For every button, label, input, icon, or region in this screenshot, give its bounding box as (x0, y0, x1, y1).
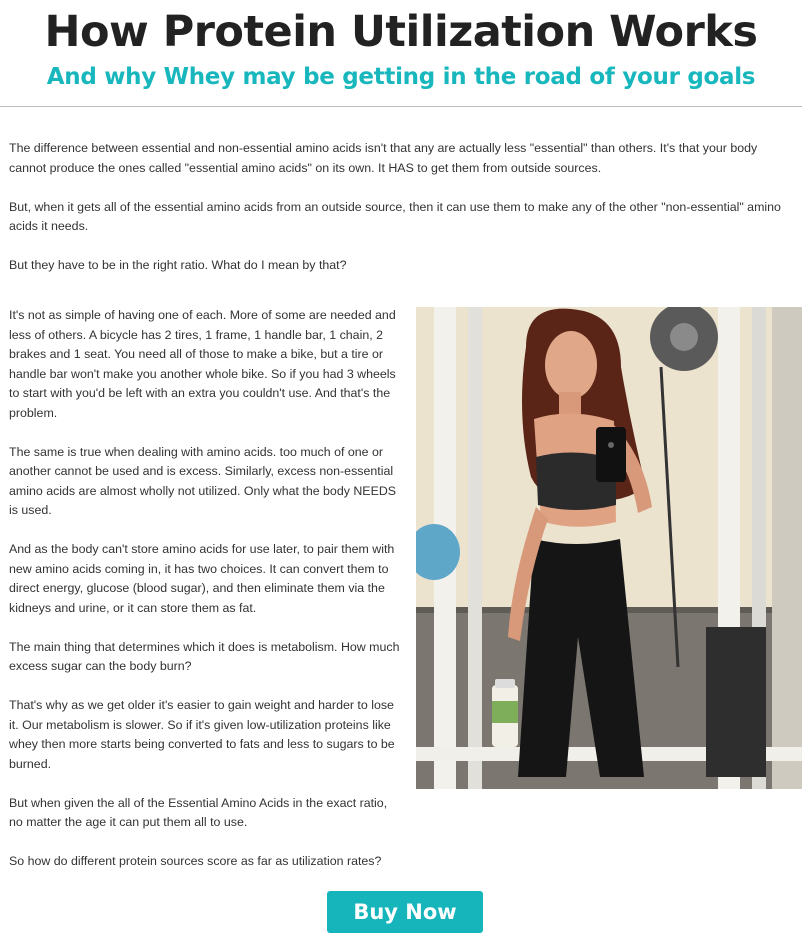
article-paragraph: The main thing that determines which it does is metabolism. How much excess sugar can the body burn? (9, 639, 400, 673)
page-subtitle: And why Whey may be getting in the road of your goals (46, 64, 756, 90)
intro-paragraph: The difference between essential and non-essential amino acids isn't that any are actually less "essential" than others. It's that your body cannot produce the ones called "essential amino acids" on its own. It HAS to get them from outside sources. (9, 141, 758, 175)
gym-selfie-photo (416, 307, 802, 789)
article-paragraph: And as the body can't store amino acids for use later, to pair them with new amino acids coming in, it has two choices. It can convert them to direct energy, glucose (blood sugar), and then eliminate them via the kidneys and urine, or it can store them as fat. (9, 542, 395, 615)
header-divider (0, 106, 802, 107)
photo-illustration (416, 307, 802, 789)
article-paragraph: That's why as we get older it's easier to gain weight and harder to lose it. Our metabolism is slower. So if it's given low-utilization proteins like whey then more starts being converted to fats and less to sugars to be burned. (9, 698, 395, 771)
page-header (0, 0, 802, 94)
page-title: How Protein Utilization Works (44, 7, 758, 57)
intro-paragraph: But, when it gets all of the essential amino acids from an outside source, then it can use them to make any of the other "non-essential" amino acids it needs. (9, 199, 781, 233)
article-paragraph: It's not as simple of having one of each. More of some are needed and less of others. A bicycle has 2 tires, 1 frame, 1 handle bar, 1 chain, 2 brakes and 1 seat. You need all of those to make a bike, but a tire or handle bar won't make you another whole bike. So if you had 3 wheels to start with you'd be left with an extra you couldn't use. And that's the problem. (9, 308, 396, 420)
article-paragraph: The same is true when dealing with amino acids. too much of one or another cannot be used and is excess. Similarly, excess non-essential amino acids are almost wholly not utilized. Only what the body NEEDS is used. (9, 444, 397, 517)
article-column (9, 306, 404, 891)
intro-section (9, 139, 795, 295)
intro-paragraph: But they have to be in the right ratio. What do I mean by that? (9, 258, 347, 272)
buy-now-button[interactable]: Buy Now (327, 891, 483, 933)
article-paragraph: But when given the all of the Essential Amino Acids in the exact ratio, no matter the age it can put them all to use. (9, 795, 388, 829)
article-paragraph: So how do different protein sources score as far as utilization rates? (9, 854, 382, 868)
